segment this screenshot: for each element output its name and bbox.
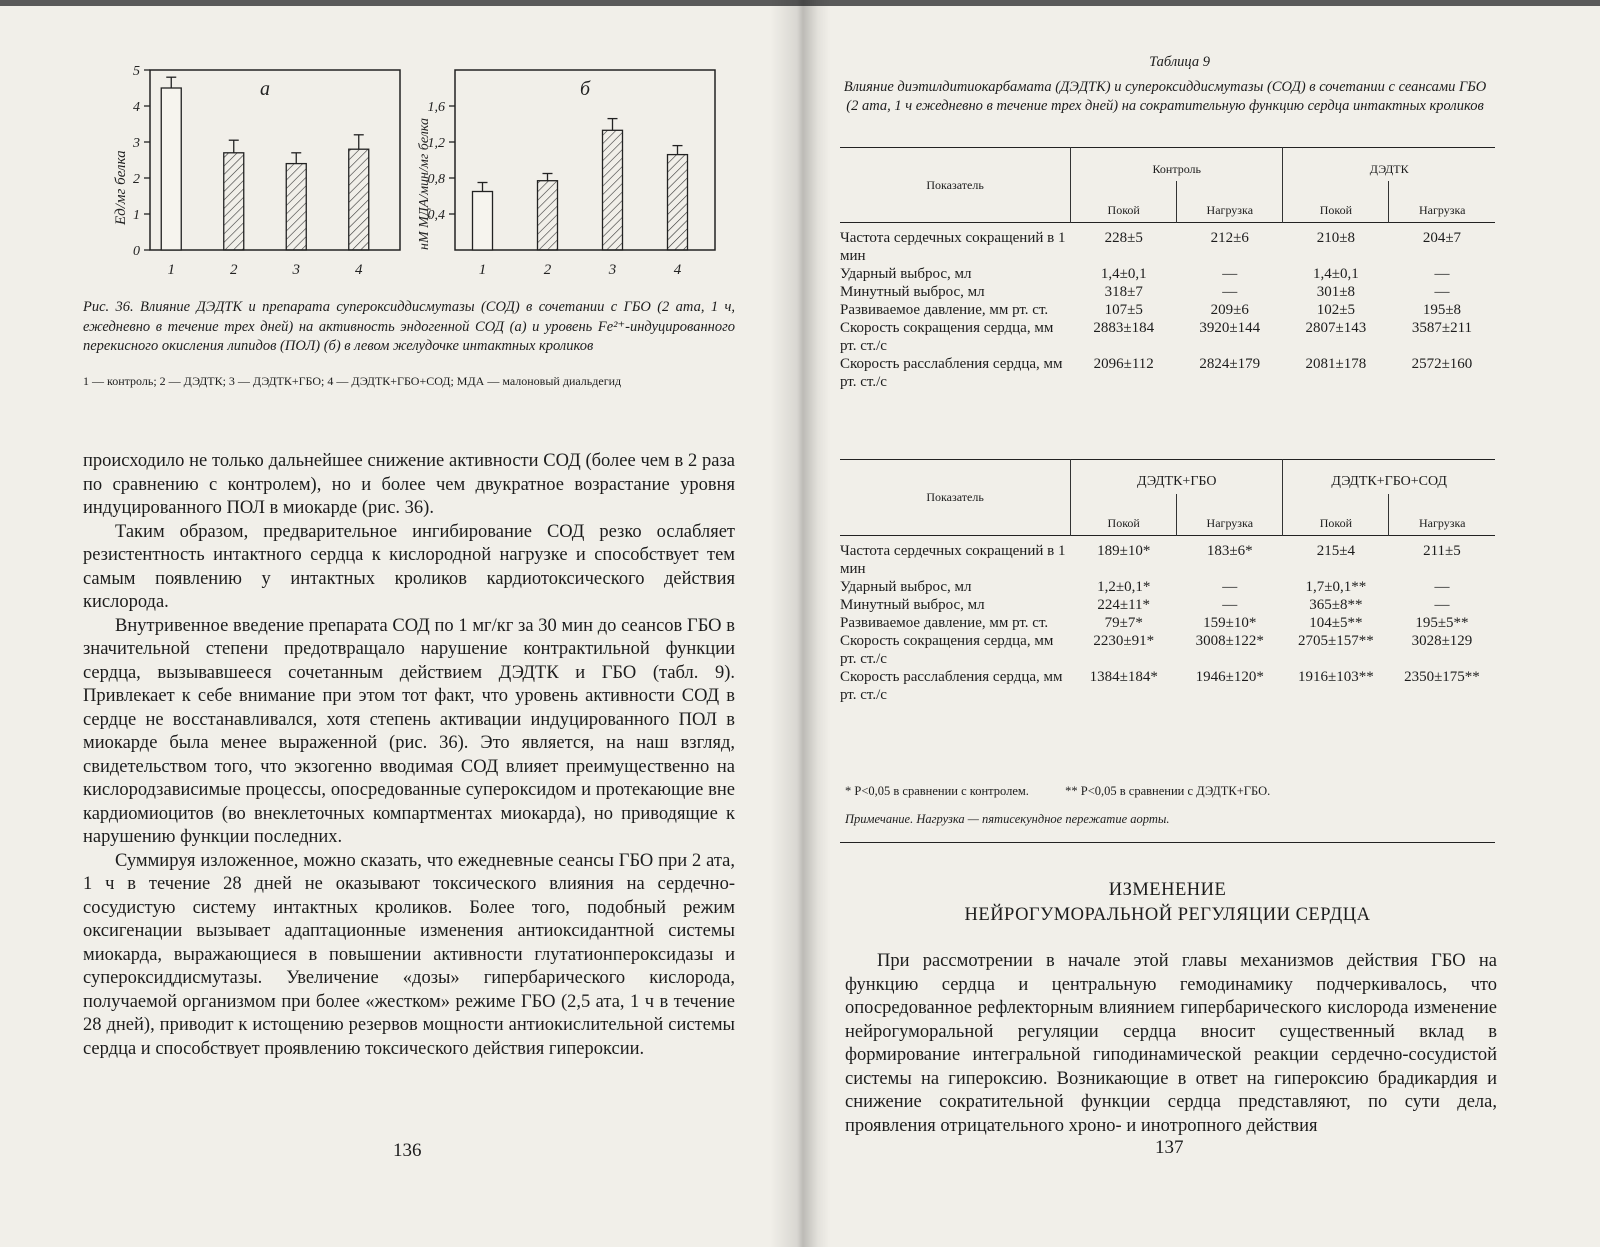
panel-a-ylabel: Ед/мг белка xyxy=(113,150,129,225)
table-note: Примечание. Нагрузка — пятисекундное пережатие аорты. xyxy=(845,812,1170,826)
x-tick-label: 3 xyxy=(292,262,300,278)
table-cell: 189±10* xyxy=(1097,543,1151,559)
table-cell: 3008±122* xyxy=(1195,633,1264,649)
table-cell: 2705±157** xyxy=(1298,633,1374,649)
y-tick-label: 5 xyxy=(133,64,140,79)
table-cell: 301±8 xyxy=(1316,284,1355,300)
caption-text: Влияние ДЭДТК и препарата супероксиддисмутазы (СОД) в сочетании с ГБО (2 ата, 1 ч, ежедневно в течение трех дней) на активность эндогенной СОД (а) и уровень Fe²⁺-индуцированного перекисного окисления липидов (ПОЛ) (б) в левом желудочке интактных кроликов xyxy=(83,299,735,354)
table-cell: 2096±112 xyxy=(1093,356,1154,372)
col-load: Нагрузка xyxy=(1389,494,1495,536)
table-cell: 1946±120* xyxy=(1195,669,1264,685)
x-tick-label: 4 xyxy=(355,262,363,278)
table-row xyxy=(840,578,1495,596)
col-indicator: Показатель xyxy=(926,490,984,504)
table-cell: — xyxy=(1434,597,1450,613)
y-tick-label: 1,6 xyxy=(427,100,445,115)
col-load: Нагрузка xyxy=(1389,181,1495,223)
table-cell: 204±7 xyxy=(1422,230,1462,246)
page-number: 137 xyxy=(1155,1137,1184,1158)
table-cell: 2824±179 xyxy=(1199,356,1261,372)
group-header: ДЭДТК xyxy=(1283,148,1495,182)
table-title-block xyxy=(840,53,1490,116)
row-label: Скорость сокращения сердца, мм рт. ст./с xyxy=(840,320,1054,354)
y-tick-label: 0 xyxy=(133,244,140,259)
table-row xyxy=(840,301,1495,319)
table-cell: — xyxy=(1222,284,1238,300)
y-tick-label: 4 xyxy=(133,100,140,115)
x-tick-label: 3 xyxy=(608,262,617,278)
left-page xyxy=(0,0,790,1247)
table-cell: 1,2±0,1* xyxy=(1097,579,1151,595)
right-body-text xyxy=(845,950,1497,1138)
bar xyxy=(668,155,688,250)
table-row xyxy=(840,265,1495,283)
table-title: Влияние диэтилдитиокарбамата (ДЭДТК) и супероксиддисмутазы (СОД) в сочетании с сеансами ГБО (2 ата, 1 ч ежедневно в течение трех дней) на сократительную функцию сердца интактных кроликов xyxy=(843,79,1487,114)
paragraph: При рассмотрении в начале этой главы механизмов действия ГБО на функцию сердца и центральную гемодинамику подчеркивалось, что опосредованное рефлекторным влиянием гипербарического кислорода изменение нейрогуморальной регуляции сердца вносит существенный вклад в формирование интегральной гиподинамической реакции сердечно-сосудистой системы на гипероксию. Возникающие в ответ на гипероксию брадикардия и снижение сократительной функции сердца представляют, по сути дела, проявления отрицательного хроно- и инотропного действия xyxy=(845,951,1497,1136)
y-tick-label: 1 xyxy=(133,208,140,223)
figure-legend: 1 — контроль; 2 — ДЭДТК; 3 — ДЭДТК+ГБО; 4 — ДЭДТК+ГБО+СОД; МДА — малоновый диальдегид xyxy=(83,374,622,388)
col-rest: Покой xyxy=(1283,494,1389,536)
row-label: Минутный выброс, мл xyxy=(840,597,985,613)
table-row xyxy=(840,355,1495,391)
table-row xyxy=(840,596,1495,614)
x-tick-label: 2 xyxy=(230,262,238,278)
col-rest: Покой xyxy=(1283,181,1389,223)
table-cell: 195±8 xyxy=(1422,302,1462,318)
table-cell: — xyxy=(1222,579,1238,595)
row-label: Развиваемое давление, мм рт. ст. xyxy=(840,615,1049,631)
group-header: ДЭДТК+ГБО+СОД xyxy=(1283,460,1495,495)
caption-label: Рис. 36. xyxy=(83,299,134,315)
table-cell: 365±8** xyxy=(1309,597,1363,613)
row-label: Ударный выброс, мл xyxy=(840,579,972,595)
paragraph: Суммируя изложенное, можно сказать, что ежедневные сеансы ГБО при 2 ата, 1 ч в течение 28 дней не оказывают токсического влияния на сердечно-сосудистую систему интактных кроликов. Более того, подобный режим оксигенации вызывает адаптационные изменения антиоксидантной системы миокарда, выражающиеся в повышении активности глутатионпероксидазы и супероксиддисмутазы. Увеличение «дозы» гипербарического кислорода, получаемой организмом при более «жестком» режиме ГБО (2,5 ата, 1 ч в течение 28 дней), приводит к истощению резервов мощности антиокислительной системы сердца и способствует проявлению токсического действия гипероксии. xyxy=(83,850,735,1059)
table-cell: 228±5 xyxy=(1104,230,1143,246)
table-cell: 1,4±0,1 xyxy=(1313,266,1359,282)
table-cell: 212±6 xyxy=(1210,230,1249,246)
bar xyxy=(224,153,244,250)
group-header: ДЭДТК+ГБО xyxy=(1071,460,1283,495)
table-row xyxy=(840,223,1495,266)
table-cell: 159±10* xyxy=(1203,615,1257,631)
row-label: Развиваемое давление, мм рт. ст. xyxy=(840,302,1049,318)
table-cell: 102±5 xyxy=(1316,302,1355,318)
section-title-line-1: ИЗМЕНЕНИЕ xyxy=(1108,880,1227,900)
table-cell: 1916±103** xyxy=(1298,669,1374,685)
x-tick-label: 1 xyxy=(478,262,487,278)
figure-36-svg xyxy=(80,55,740,290)
section-divider xyxy=(840,842,1495,843)
footnote: ** P<0,05 в сравнении с ДЭДТК+ГБО. xyxy=(1065,784,1271,798)
table-cell: 2081±178 xyxy=(1305,356,1367,372)
bar xyxy=(538,181,558,250)
paragraph: Внутривенное введение препарата СОД по 1 мг/кг за 30 мин до сеансов ГБО в значительной степени предотвращало нарушение контрактильной функции сердца, вызывавшееся сочетанным действием ДЭДТК и ГБО (табл. 9). Привлекает к себе внимание при этом тот факт, что уровень активности СОД в сердце не восстанавливался, хотя степень активации индуцированного ПОЛ в миокарде была менее выраженной (рис. 36). Это является, на наш взгляд, свидетельством того, что экзогенно вводимая СОД влияет преимущественно на кислородзависимые процессы, опосредованные супероксидом и протекающие вне кардиомиоцитов (во внеклеточных компартментах миокарда), но приводящие к нарушению функции последних. xyxy=(83,615,735,847)
col-load: Нагрузка xyxy=(1177,181,1283,223)
row-label: Ударный выброс, мл xyxy=(840,266,972,282)
row-label: Частота сердечных сокращений в 1 мин xyxy=(840,230,1066,264)
table-cell: 2572±160 xyxy=(1411,356,1473,372)
table-number: Таблица 9 xyxy=(1149,54,1210,70)
table-cell: 3028±129 xyxy=(1411,633,1473,649)
paragraph: Таким образом, предварительное ингибирование СОД резко ослабляет резистентность интактного сердца к кислородной нагрузке и способствует тем самым появлению у интактных кроликов кардиотоксического действия кислорода. xyxy=(83,521,735,612)
row-label: Скорость расслабления сердца, мм рт. ст./с xyxy=(840,356,1063,390)
y-tick-label: 0,4 xyxy=(427,208,445,223)
table-cell: 3587±211 xyxy=(1411,320,1473,336)
section-title xyxy=(840,878,1495,928)
x-tick-label: 2 xyxy=(543,262,552,278)
y-tick-label: 3 xyxy=(133,136,140,151)
table-cell: 2230±91* xyxy=(1093,633,1155,649)
row-label: Скорость расслабления сердца, мм рт. ст./с xyxy=(840,669,1063,703)
figure-caption xyxy=(83,298,735,357)
table-row xyxy=(840,319,1495,355)
table-row xyxy=(840,668,1495,704)
table-cell: — xyxy=(1222,597,1238,613)
y-tick-label: 1,2 xyxy=(427,136,445,151)
row-label: Скорость сокращения сердца, мм рт. ст./с xyxy=(840,633,1054,667)
table-cell: 209±6 xyxy=(1210,302,1249,318)
bar xyxy=(286,164,306,250)
table-cell: 1,7±0,1** xyxy=(1305,579,1367,595)
table-block-1 xyxy=(840,147,1495,391)
left-body-text xyxy=(83,450,735,1061)
y-tick-label: 2 xyxy=(133,172,140,187)
table-cell: 2883±184 xyxy=(1093,320,1155,336)
table-row xyxy=(840,536,1495,579)
col-indicator: Показатель xyxy=(926,177,984,192)
paragraph: происходило не только дальнейшее снижение активности СОД (более чем в 2 раза по сравнению с контролем), но и более чем двукратное возрастание уровня индуцированного ПОЛ в миокарде (рис. 36). xyxy=(83,451,735,518)
figure-36 xyxy=(80,55,740,290)
page-number: 136 xyxy=(393,1140,422,1161)
bar xyxy=(161,88,181,250)
panel-b-label: б xyxy=(580,78,591,100)
group-header: Контроль xyxy=(1071,148,1283,182)
table-cell: 224±11* xyxy=(1097,597,1151,613)
row-label: Минутный выброс, мл xyxy=(840,284,985,300)
table-cell: 318±7 xyxy=(1104,284,1143,300)
table-cell: 3920±144 xyxy=(1199,320,1261,336)
x-tick-label: 1 xyxy=(167,262,175,278)
table-cell: 2807±143 xyxy=(1305,320,1367,336)
table-cell: — xyxy=(1434,579,1450,595)
table-row xyxy=(840,283,1495,301)
table-row xyxy=(840,632,1495,668)
table-cell: — xyxy=(1434,266,1450,282)
table-cell: 79±7* xyxy=(1104,615,1143,631)
panel-b-ylabel: нМ МДА/мин/мг белка xyxy=(417,118,432,250)
col-rest: Покой xyxy=(1071,181,1177,223)
footnote: * P<0,05 в сравнении с контролем. xyxy=(845,784,1029,798)
table-cell: 107±5 xyxy=(1104,302,1143,318)
bar xyxy=(603,130,623,250)
y-tick-label: 0,8 xyxy=(427,172,445,187)
bar xyxy=(473,192,493,251)
table-cell: — xyxy=(1434,284,1450,300)
table-cell: 1,4±0,1 xyxy=(1100,266,1147,282)
row-label: Частота сердечных сокращений в 1 мин xyxy=(840,543,1066,577)
table-cell: — xyxy=(1222,266,1238,282)
section-title-line-2: НЕЙРОГУМОРАЛЬНОЙ РЕГУЛЯЦИИ СЕРДЦА xyxy=(964,905,1371,925)
table-cell: 210±8 xyxy=(1316,230,1355,246)
table-cell: 1384±184* xyxy=(1089,669,1158,685)
table-cell: 211±5 xyxy=(1423,543,1461,559)
table-block-2 xyxy=(840,459,1495,704)
table-cell: 104±5** xyxy=(1309,615,1363,631)
col-load: Нагрузка xyxy=(1177,494,1283,536)
x-tick-label: 4 xyxy=(673,262,682,278)
panel-a-label: а xyxy=(260,78,270,100)
table-row xyxy=(840,614,1495,632)
table-cell: 183±6* xyxy=(1206,543,1253,559)
table-cell: 215±4 xyxy=(1316,543,1355,559)
table-cell: 195±5** xyxy=(1415,615,1469,631)
table-cell: 2350±175** xyxy=(1404,669,1480,685)
col-rest: Покой xyxy=(1071,494,1177,536)
table-footnotes xyxy=(845,783,1270,800)
bar xyxy=(349,149,369,250)
